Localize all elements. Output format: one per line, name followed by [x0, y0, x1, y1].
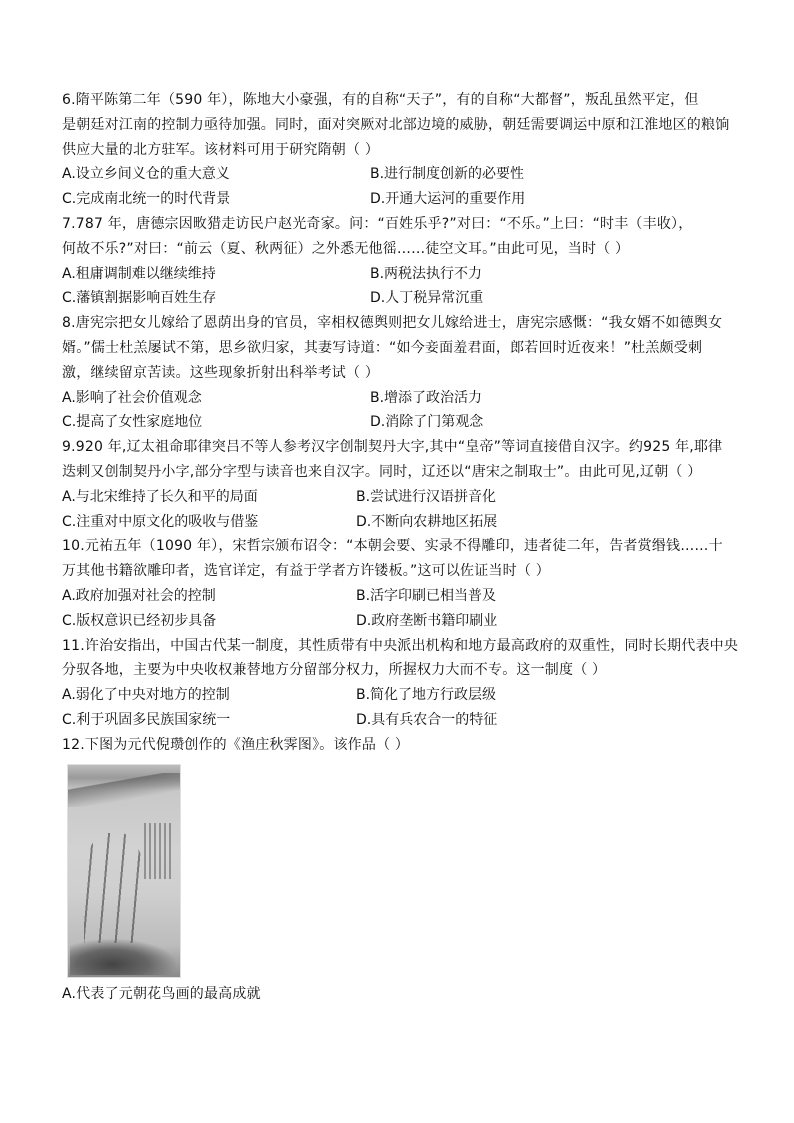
option-c: C.提高了女性家庭地位: [62, 414, 203, 431]
option-a: A.租庸调制难以继续维持: [62, 265, 216, 282]
question-stem-line: 6.隋平陈第二年（590 年），陈地大小豪强，有的自称“天子”，有的自称“大都督”，叛乱虽然平定，但: [62, 92, 699, 108]
option-b: B.尝试进行汉语拼音化: [356, 488, 497, 505]
option-b: B.增添了政治活力: [370, 389, 483, 406]
option-a: A.弱化了中央对地方的控制: [62, 687, 230, 704]
painting-rocks: [70, 939, 176, 975]
question-12: [62, 733, 734, 1007]
painting-inscription: [144, 823, 174, 879]
question-8: [62, 311, 734, 435]
question-stem-line: 迭剌又创制契丹小字,部分字型与读音也来自汉字。同时，辽还以“唐宋之制取士”。由此可见,辽朝（ ）: [62, 463, 702, 480]
option-d: D.政府垄断书籍印刷业: [356, 612, 498, 629]
question-stem-line: 供应大量的北方驻军。该材料可用于研究隋朝（ ）: [62, 141, 380, 158]
option-a: A.影响了社会价值观念: [62, 389, 202, 406]
question-11: [62, 634, 739, 733]
option-b: B.两税法执行不力: [370, 265, 483, 282]
painting-image: [67, 764, 181, 978]
option-d: D.开通大运河的重要作用: [370, 191, 526, 208]
option-b: B.进行制度创新的必要性: [370, 166, 525, 183]
question-stem-line: 激，继续留京苦读。这些现象折射出科举考试（ ）: [62, 364, 380, 381]
option-c: C.藩镇割据影响百姓生存: [62, 290, 217, 307]
question-stem-line: 11.许治安指出，中国古代某一制度，其性质带有中央派出机构和地方最高政府的双重性，同时长期代表中央: [62, 637, 739, 654]
painting-trees: [84, 833, 144, 943]
question-stem-line: 分驭各地，主要为中央收权兼替地方分留部分权力，所握权力大而不专。这一制度（ ）: [62, 662, 607, 679]
option-c: C.注重对中原文化的吸收与借鉴: [62, 513, 259, 530]
question-stem-line: 婿。”儒士杜羔屡试不第，思乡欲归家，其妻写诗道：“如今妾面羞君面，郎若回时近夜来！”杜羔颇受刺: [62, 339, 703, 356]
question-stem-line: 7.787 年，唐德宗因畋猎走访民户赵光奇家。问：“百姓乐乎?”对曰：“不乐。”上曰：“时丰（丰收），: [62, 215, 693, 232]
question-stem-line: 12.下图为元代倪瓒创作的《渔庄秋霁图》。该作品（ ）: [62, 736, 410, 753]
question-9: [62, 435, 734, 534]
question-stem-line: 是朝廷对江南的控制力亟待加强。同时，面对突厥对北部边境的威胁，朝廷需要调运中原和江淮地区的粮饷: [62, 116, 730, 133]
option-c: C.利于巩固多民族国家统一: [62, 711, 231, 728]
option-d: D.具有兵农合一的特征: [356, 711, 498, 728]
option-d: D.不断向农耕地区拓展: [356, 513, 498, 530]
option-d: D.人丁税异常沉重: [370, 290, 484, 307]
option-b: B.活字印刷已相当普及: [356, 587, 497, 604]
painting-mountains: [68, 773, 180, 807]
option-c: C.完成南北统一的时代背景: [62, 191, 231, 208]
question-stem-line: 8.唐宪宗把女儿嫁给了恩荫出身的官员，宰相权德舆则把女儿嫁给进士，唐宪宗感慨：“我女婿不如德舆女: [62, 315, 723, 332]
option-a: A.代表了元朝花鸟画的最高成就: [62, 985, 261, 1002]
option-d: D.消除了门第观念: [370, 414, 484, 431]
question-stem-line: 9.920 年,辽太祖命耶律突吕不等人参考汉字创制契丹大字,其中“皇帝”等词直接借自汉字。约925 年,耶律: [62, 439, 723, 456]
question-stem-line: 万其他书籍欲雕印者，选官详定，有益于学者方许镂板。”这可以佐证当时（ ）: [62, 563, 550, 580]
exam-page: [62, 88, 739, 1006]
question-6: [62, 88, 734, 212]
question-7: [62, 212, 734, 311]
option-a: A.设立乡间义仓的重大意义: [62, 166, 230, 183]
option-a: A.与北宋维持了长久和平的局面: [62, 488, 258, 505]
question-stem-line: 何故不乐?”对曰：“前云（夏、秋两征）之外悉无他徭……徒空文耳。”由此可见，当时（ ）: [62, 240, 630, 257]
question-stem-line: 10.元祐五年（1090 年），宋哲宗颁布诏令：“本朝会要、实录不得雕印，违者徒二年，告者赏缗钱……十: [62, 538, 723, 555]
option-a: A.政府加强对社会的控制: [62, 587, 216, 604]
option-b: B.简化了地方行政层级: [356, 687, 497, 704]
option-c: C.版权意识已经初步具备: [62, 612, 217, 629]
question-10: [62, 534, 734, 633]
